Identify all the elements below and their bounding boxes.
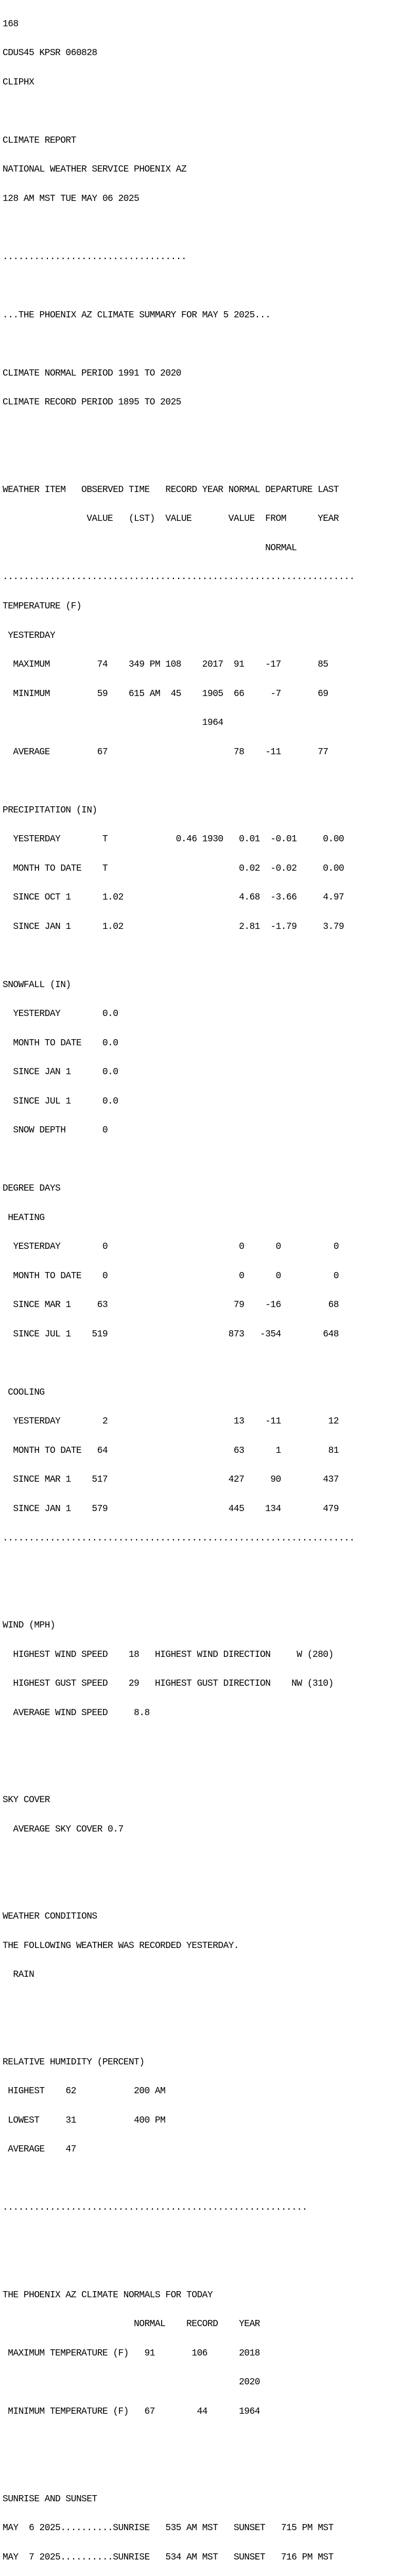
report-line [3,2436,417,2446]
report-line: VALUE (LST) VALUE VALUE FROM YEAR [3,514,339,524]
report-line: MAY 6 2025..........SUNRISE 535 AM MST SUNSET 715 PM MST [3,2523,334,2534]
report-line: CLIPHX [3,77,34,88]
report-line: SINCE OCT 1 1.02 4.68 -3.66 4.97 [3,892,344,903]
report-line: MINIMUM 59 615 AM 45 1905 66 -7 69 [3,688,328,699]
report-line: ................................... [3,251,187,262]
report-line: WIND (MPH) [3,1620,56,1631]
report-line [3,1767,417,1776]
report-line: SUNRISE AND SUNSET [3,2494,97,2504]
report-line: YESTERDAY 0 0 0 0 [3,1242,339,1252]
report-line: ................................................................... [3,572,355,583]
report-line: SNOWFALL (IN) [3,979,71,990]
report-line: SINCE MAR 1 63 79 -16 68 [3,1300,339,1311]
report-line: AVERAGE 67 78 -11 77 [3,747,328,757]
report-line: TEMPERATURE (F) [3,601,82,612]
report-line: HIGHEST 62 200 AM [3,2086,166,2097]
report-line: NATIONAL WEATHER SERVICE PHOENIX AZ [3,164,187,175]
report-line: YESTERDAY 2 13 -11 12 [3,1416,339,1427]
report-line: AVERAGE WIND SPEED 8.8 [3,1707,150,1718]
report-line [3,107,417,116]
report-line [3,1854,417,1863]
report-line [3,1359,417,1368]
report-line [3,2232,417,2242]
report-line [3,776,417,786]
report-line: CLIMATE RECORD PERIOD 1895 TO 2025 [3,397,181,408]
report-line: RAIN [3,1970,34,1980]
report-line [3,223,417,233]
report-line: HIGHEST GUST SPEED 29 HIGHEST GUST DIRECTION NW (310) [3,1679,334,1689]
report-line: COOLING [3,1387,45,1398]
report-line [3,2174,417,2184]
report-line: CLIMATE REPORT [3,135,76,146]
report-line: MONTH TO DATE 64 63 1 81 [3,1445,339,1456]
report-line [3,1883,417,1893]
report-line [3,456,417,466]
report-line: SNOW DEPTH 0 [3,1125,108,1136]
report-line: HIGHEST WIND SPEED 18 HIGHEST WIND DIRECTION W (280) [3,1649,334,1660]
report-line [3,2261,417,2271]
report-line: AVERAGE SKY COVER 0.7 [3,1824,124,1835]
report-line: LOWEST 31 400 PM [3,2115,166,2126]
report-line [3,951,417,961]
report-line: YESTERDAY [3,630,56,641]
report-line: HEATING [3,1212,45,1223]
report-line: ................................................................... [3,1533,355,1544]
report-line: AVERAGE 47 [3,2144,76,2155]
report-line: MAXIMUM 74 349 PM 108 2017 91 -17 85 [3,659,328,670]
report-line: CLIMATE NORMAL PERIOD 1991 TO 2020 [3,368,181,379]
report-line: ...THE PHOENIX AZ CLIMATE SUMMARY FOR MAY 5 2025... [3,310,271,320]
report-line [3,1592,417,1602]
report-line: MONTH TO DATE T 0.02 -0.02 0.00 [3,863,344,874]
report-line: WEATHER ITEM OBSERVED TIME RECORD YEAR NORMAL DEPARTURE LAST [3,484,339,495]
report-line: WEATHER CONDITIONS [3,1911,97,1922]
report-line: CDUS45 KPSR 060828 [3,48,97,59]
report-line: NORMAL [3,543,297,553]
report-line [3,1737,417,1747]
report-line: DEGREE DAYS [3,1183,61,1194]
report-line [3,340,417,349]
report-line: 1964 [3,718,223,728]
report-line: YESTERDAY 0.0 [3,1009,118,1020]
report-line [3,2028,417,2038]
report-line: MAXIMUM TEMPERATURE (F) 91 106 2018 [3,2348,260,2359]
report-line: MONTH TO DATE 0 0 0 0 [3,1270,339,1281]
report-line: .......................................................... [3,2202,307,2213]
report-line: SKY COVER [3,1795,50,1806]
report-line [3,427,417,437]
report-line: 168 [3,19,19,29]
report-line: YESTERDAY T 0.46 1930 0.01 -0.01 0.00 [3,834,344,845]
report-line: MINIMUM TEMPERATURE (F) 67 44 1964 [3,2406,260,2417]
report-line: SINCE JAN 1 1.02 2.81 -1.79 3.79 [3,921,344,932]
report-line [3,1563,417,1572]
report-line: PRECIPITATION (IN) [3,805,97,816]
report-line: MONTH TO DATE 0.0 [3,1038,118,1048]
report-line: 2020 [3,2377,260,2388]
report-line: SINCE JUL 1 519 873 -354 648 [3,1329,339,1340]
report-line [3,1999,417,2009]
report-line: SINCE JAN 1 0.0 [3,1067,118,1078]
report-line: 128 AM MST TUE MAY 06 2025 [3,193,140,204]
report-line [3,281,417,291]
report-line [3,2465,417,2475]
report-line: SINCE JUL 1 0.0 [3,1096,118,1107]
report-line: MAY 7 2025..........SUNRISE 534 AM MST SUNSET 716 PM MST [3,2552,334,2563]
report-line: RELATIVE HUMIDITY (PERCENT) [3,2057,145,2067]
report-line [3,1155,417,1165]
report-line: NORMAL RECORD YEAR [3,2319,260,2330]
report-line: SINCE JAN 1 579 445 134 479 [3,1503,339,1514]
report-line: THE PHOENIX AZ CLIMATE NORMALS FOR TODAY [3,2290,213,2300]
report-line: THE FOLLOWING WEATHER WAS RECORDED YESTERDAY. [3,1940,239,1951]
report-line: SINCE MAR 1 517 427 90 437 [3,1475,339,1485]
